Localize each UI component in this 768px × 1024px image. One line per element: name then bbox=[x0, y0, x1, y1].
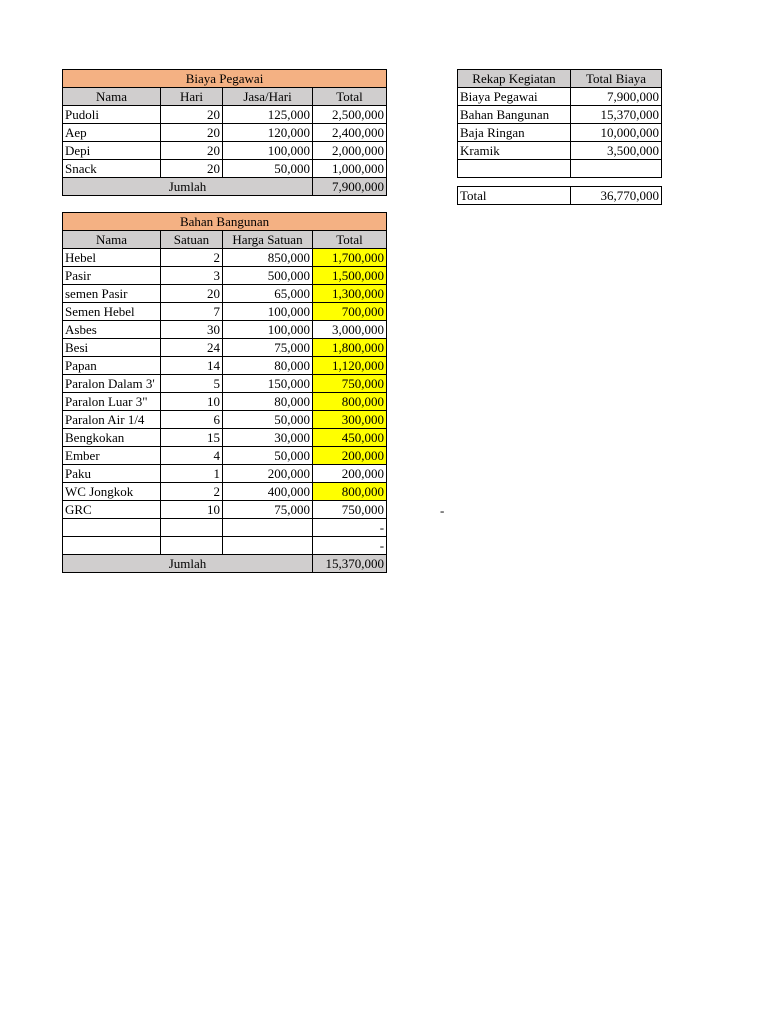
row-total: 750,000 bbox=[313, 501, 387, 519]
row-nama: semen Pasir bbox=[63, 285, 161, 303]
row-harga-satuan: 30,000 bbox=[223, 429, 313, 447]
header-harga-satuan: Harga Satuan bbox=[223, 231, 313, 249]
biaya-pegawai-jumlah-label: Jumlah bbox=[63, 178, 313, 196]
row-nama: Depi bbox=[63, 142, 161, 160]
biaya-pegawai-rows bbox=[63, 106, 387, 178]
row-total: 1,000,000 bbox=[313, 160, 387, 178]
row-total: 1,500,000 bbox=[313, 267, 387, 285]
row-total: 1,120,000 bbox=[313, 357, 387, 375]
bahan-bangunan-jumlah-total: 15,370,000 bbox=[313, 555, 387, 573]
header-satuan: Satuan bbox=[161, 231, 223, 249]
row-nama: Besi bbox=[63, 339, 161, 357]
row-satuan: 30 bbox=[161, 321, 223, 339]
header-jasa-hari: Jasa/Hari bbox=[223, 88, 313, 106]
table-row bbox=[63, 429, 387, 447]
table-row bbox=[63, 357, 387, 375]
row-harga-satuan: 200,000 bbox=[223, 465, 313, 483]
row-total: 2,500,000 bbox=[313, 106, 387, 124]
row-nama: Hebel bbox=[63, 249, 161, 267]
table-row bbox=[63, 519, 387, 537]
row-total: 1,700,000 bbox=[313, 249, 387, 267]
bahan-bangunan-rows bbox=[63, 249, 387, 555]
header-total-biaya: Total Biaya bbox=[571, 70, 662, 88]
table-row bbox=[63, 160, 387, 178]
table-row bbox=[458, 142, 662, 160]
row-nama: Asbes bbox=[63, 321, 161, 339]
row-total: 200,000 bbox=[313, 447, 387, 465]
table-row bbox=[458, 160, 662, 178]
row-satuan: 14 bbox=[161, 357, 223, 375]
row-harga-satuan: 75,000 bbox=[223, 339, 313, 357]
row-satuan: 6 bbox=[161, 411, 223, 429]
table-row bbox=[458, 106, 662, 124]
table-row bbox=[63, 447, 387, 465]
row-nama: Bengkokan bbox=[63, 429, 161, 447]
row-hari: 20 bbox=[161, 106, 223, 124]
row-total-biaya bbox=[571, 160, 662, 178]
row-harga-satuan: 80,000 bbox=[223, 357, 313, 375]
row-satuan: 2 bbox=[161, 249, 223, 267]
row-nama: Paralon Air 1/4 bbox=[63, 411, 161, 429]
row-total-biaya: 15,370,000 bbox=[571, 106, 662, 124]
table-row bbox=[63, 411, 387, 429]
rekap-total-label: Total bbox=[458, 187, 571, 205]
row-total-biaya: 10,000,000 bbox=[571, 124, 662, 142]
row-nama bbox=[63, 519, 161, 537]
row-harga-satuan: 150,000 bbox=[223, 375, 313, 393]
row-harga-satuan bbox=[223, 519, 313, 537]
row-jasa-hari: 50,000 bbox=[223, 160, 313, 178]
row-nama: Paralon Luar 3" bbox=[63, 393, 161, 411]
row-harga-satuan: 80,000 bbox=[223, 393, 313, 411]
table-row bbox=[63, 375, 387, 393]
row-kegiatan: Baja Ringan bbox=[458, 124, 571, 142]
row-total-biaya: 7,900,000 bbox=[571, 88, 662, 106]
row-harga-satuan bbox=[223, 537, 313, 555]
row-nama: GRC bbox=[63, 501, 161, 519]
row-satuan: 10 bbox=[161, 393, 223, 411]
row-total: 700,000 bbox=[313, 303, 387, 321]
row-hari: 20 bbox=[161, 124, 223, 142]
row-satuan: 7 bbox=[161, 303, 223, 321]
row-total: 800,000 bbox=[313, 483, 387, 501]
biaya-pegawai-table bbox=[62, 69, 387, 196]
table-row bbox=[63, 393, 387, 411]
row-total: 450,000 bbox=[313, 429, 387, 447]
row-nama bbox=[63, 537, 161, 555]
row-satuan: 2 bbox=[161, 483, 223, 501]
row-nama: Ember bbox=[63, 447, 161, 465]
row-satuan: 15 bbox=[161, 429, 223, 447]
row-total: 750,000 bbox=[313, 375, 387, 393]
row-total: 200,000 bbox=[313, 465, 387, 483]
row-nama: Paralon Dalam 3' bbox=[63, 375, 161, 393]
row-harga-satuan: 400,000 bbox=[223, 483, 313, 501]
bahan-bangunan-title: Bahan Bangunan bbox=[63, 213, 387, 231]
table-row bbox=[63, 465, 387, 483]
row-total: 1,800,000 bbox=[313, 339, 387, 357]
row-satuan: 20 bbox=[161, 285, 223, 303]
row-jasa-hari: 100,000 bbox=[223, 142, 313, 160]
header-nama: Nama bbox=[63, 88, 161, 106]
row-nama: Semen Hebel bbox=[63, 303, 161, 321]
row-hari: 20 bbox=[161, 160, 223, 178]
row-nama: Papan bbox=[63, 357, 161, 375]
rekap-total-value: 36,770,000 bbox=[571, 187, 662, 205]
rekap-spacer bbox=[458, 178, 662, 187]
row-satuan bbox=[161, 519, 223, 537]
bahan-bangunan-jumlah-label: Jumlah bbox=[63, 555, 313, 573]
table-row bbox=[63, 483, 387, 501]
header-total: Total bbox=[313, 231, 387, 249]
table-row bbox=[63, 537, 387, 555]
row-harga-satuan: 50,000 bbox=[223, 411, 313, 429]
row-total-biaya: 3,500,000 bbox=[571, 142, 662, 160]
biaya-pegawai-title: Biaya Pegawai bbox=[63, 70, 387, 88]
row-harga-satuan: 850,000 bbox=[223, 249, 313, 267]
row-jasa-hari: 125,000 bbox=[223, 106, 313, 124]
stray-dash-mark: - bbox=[440, 503, 445, 518]
row-nama: WC Jongkok bbox=[63, 483, 161, 501]
row-total: 2,000,000 bbox=[313, 142, 387, 160]
table-row bbox=[63, 501, 387, 519]
row-nama: Paku bbox=[63, 465, 161, 483]
table-row bbox=[63, 339, 387, 357]
row-total: - bbox=[313, 519, 387, 537]
table-row bbox=[63, 285, 387, 303]
header-nama: Nama bbox=[63, 231, 161, 249]
row-total: 1,300,000 bbox=[313, 285, 387, 303]
row-satuan: 24 bbox=[161, 339, 223, 357]
rekap-rows bbox=[458, 88, 662, 178]
table-row bbox=[63, 267, 387, 285]
header-hari: Hari bbox=[161, 88, 223, 106]
row-harga-satuan: 75,000 bbox=[223, 501, 313, 519]
table-row bbox=[63, 249, 387, 267]
table-row bbox=[458, 88, 662, 106]
row-total: 300,000 bbox=[313, 411, 387, 429]
table-row bbox=[458, 124, 662, 142]
row-kegiatan bbox=[458, 160, 571, 178]
row-kegiatan: Bahan Bangunan bbox=[458, 106, 571, 124]
row-satuan: 1 bbox=[161, 465, 223, 483]
row-satuan: 3 bbox=[161, 267, 223, 285]
row-nama: Pasir bbox=[63, 267, 161, 285]
row-total: 2,400,000 bbox=[313, 124, 387, 142]
row-harga-satuan: 100,000 bbox=[223, 321, 313, 339]
row-total: 3,000,000 bbox=[313, 321, 387, 339]
row-hari: 20 bbox=[161, 142, 223, 160]
row-kegiatan: Kramik bbox=[458, 142, 571, 160]
row-harga-satuan: 50,000 bbox=[223, 447, 313, 465]
header-rekap-kegiatan: Rekap Kegiatan bbox=[458, 70, 571, 88]
row-satuan bbox=[161, 537, 223, 555]
row-nama: Pudoli bbox=[63, 106, 161, 124]
row-jasa-hari: 120,000 bbox=[223, 124, 313, 142]
row-satuan: 10 bbox=[161, 501, 223, 519]
header-total: Total bbox=[313, 88, 387, 106]
table-row bbox=[63, 303, 387, 321]
row-nama: Snack bbox=[63, 160, 161, 178]
biaya-pegawai-jumlah-total: 7,900,000 bbox=[313, 178, 387, 196]
bahan-bangunan-table bbox=[62, 212, 387, 573]
table-row bbox=[63, 106, 387, 124]
table-row bbox=[63, 124, 387, 142]
row-total: - bbox=[313, 537, 387, 555]
row-harga-satuan: 500,000 bbox=[223, 267, 313, 285]
row-nama: Aep bbox=[63, 124, 161, 142]
table-row bbox=[63, 142, 387, 160]
row-total: 800,000 bbox=[313, 393, 387, 411]
row-harga-satuan: 100,000 bbox=[223, 303, 313, 321]
row-satuan: 5 bbox=[161, 375, 223, 393]
table-row bbox=[63, 321, 387, 339]
rekap-kegiatan-table bbox=[457, 69, 662, 205]
row-harga-satuan: 65,000 bbox=[223, 285, 313, 303]
row-satuan: 4 bbox=[161, 447, 223, 465]
row-kegiatan: Biaya Pegawai bbox=[458, 88, 571, 106]
